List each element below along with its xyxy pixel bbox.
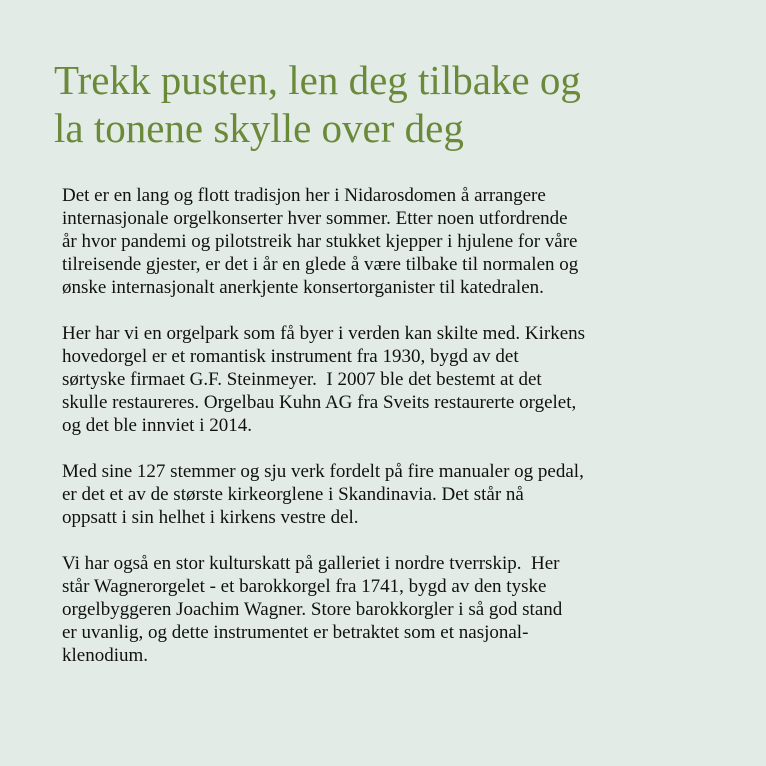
text-line: er det et av de største kirkeorglene i Skandinavia. Det står nå [62,484,524,505]
text-line: oppsatt i sin helhet i kirkens vestre del. [62,507,359,528]
text-line: står Wagnerorgelet - et barokkorgel fra 1741, bygd av den tyske [62,576,547,597]
text-line: skulle restaureres. Orgelbau Kuhn AG fra Sveits restaurerte orgelet, [62,392,577,413]
text-line: Her har vi en orgelpark som få byer i verden kan skilte med. Kirkens [62,323,586,344]
text-line: og det ble innviet i 2014. [62,415,252,436]
text-line: Med sine 127 stemmer og sju verk fordelt på fire manualer og pedal, [62,461,584,482]
text-line: tilreisende gjester, er det i år en glede å være tilbake til normalen og [62,254,579,275]
title-line: Trekk pusten, len deg tilbake og [54,57,581,103]
text-line: sørtyske firmaet G.F. Steinmeyer. I 2007 ble det bestemt at det [62,369,542,390]
paragraph-4 [62,552,742,667]
text-line: Vi har også en stor kulturskatt på galleriet i nordre tverrskip. Her [62,553,560,574]
text-line: klenodium. [62,645,149,666]
title-line: la tonene skylle over deg [54,105,464,151]
text-line: ønske internasjonalt anerkjente konsertorganister til katedralen. [62,277,544,298]
page-title [54,56,734,152]
paragraph-3 [62,460,742,529]
paragraph-1 [62,184,742,299]
text-line: orgelbyggeren Joachim Wagner. Store barokkorgler i så god stand [62,599,563,620]
article-body [62,184,742,690]
text-line: er uvanlig, og dette instrumentet er betraktet som et nasjonal- [62,622,529,643]
text-line: Det er en lang og flott tradisjon her i Nidarosdomen å arrangere [62,185,546,206]
text-line: år hvor pandemi og pilotstreik har stukket kjepper i hjulene for våre [62,231,578,252]
paragraph-2 [62,322,742,437]
text-line: hovedorgel er et romantisk instrument fra 1930, bygd av det [62,346,519,367]
text-line: internasjonale orgelkonserter hver sommer. Etter noen utfordrende [62,208,568,229]
